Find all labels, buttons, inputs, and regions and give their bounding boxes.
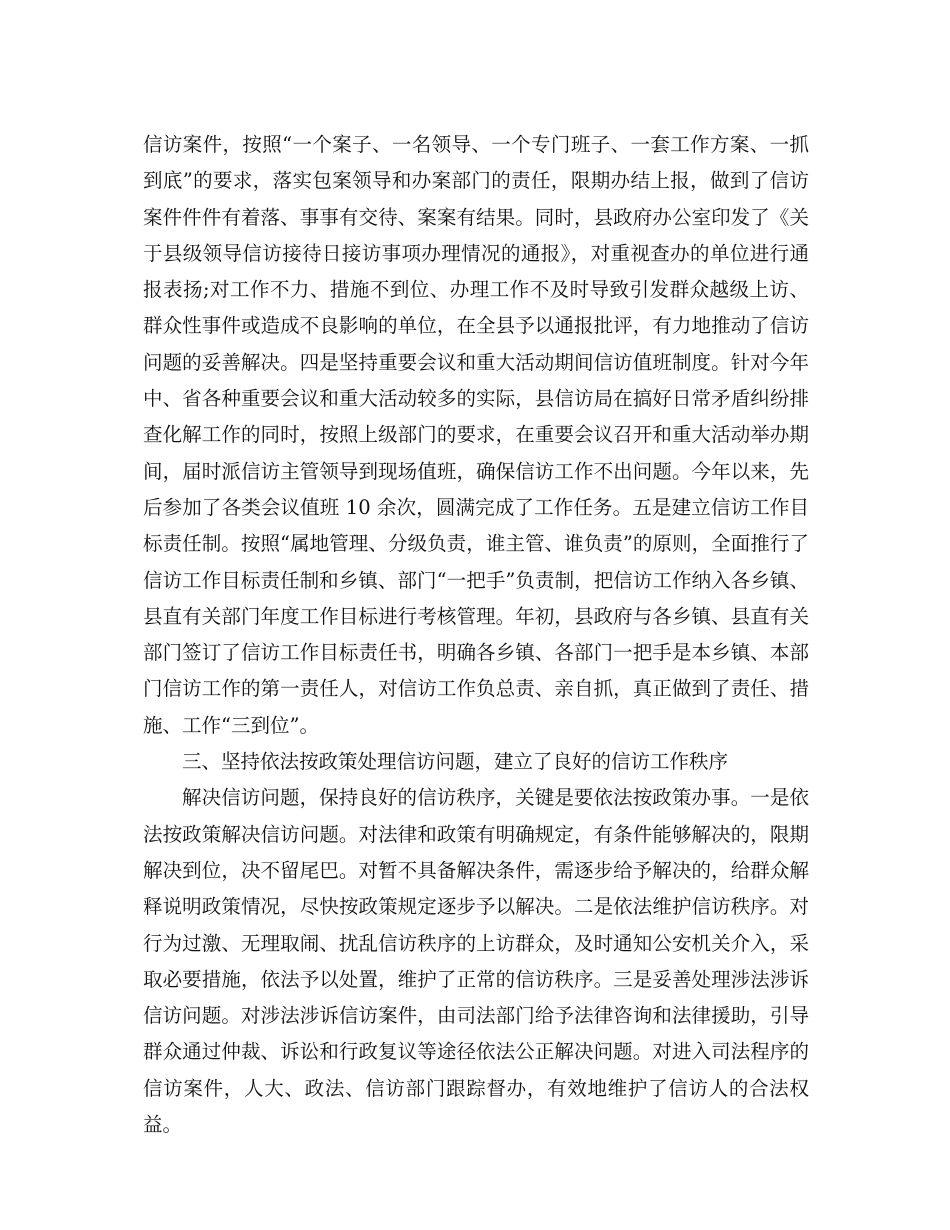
section-heading-3: 三、坚持依法按政策处理信访问题，建立了良好的信访工作秩序 [182, 750, 729, 774]
document-page [143, 127, 809, 1143]
paragraph-section-3: 解决信访问题，保持良好的信访秩序，关键是要依法按政策办事。一是依法按政策解决信访问题。对法律和政策有明确规定，有条件能够解决的，限期解决到位，决不留尾巴。对暂不具备解决条件，需逐步给予解决的，给群众解释说明政策情况，尽快按政策规定逐步予以解决。二是依法维护信访秩序。对行为过激、无理取闹、扰乱信访秩序的上访群众，及时通知公安机关介入，采取必要措施，依法予以处置，维护了正常的信访秩序。三是妥善处理涉法涉诉信访问题。对涉法涉诉信访案件，由司法部门给予法律咨询和法律援助，引导群众通过仲裁、诉讼和行政复议等途径依法公正解决问题。对进入司法程序的信访案件，人大、政法、信访部门跟踪督办，有效地维护了信访人的合法权益。 [143, 786, 809, 1137]
paragraph-continued: 信访案件，按照“一个案子、一名领导、一个专门班子、一套工作方案、一抓到底”的要求，落实包案领导和办案部门的责任，限期办结上报，做到了信访案件件件有着落、事事有交待、案案有结果。同时，县政府办公室印发了《关于县级领导信访接待日接访事项办理情况的通报》，对重视查办的单位进行通报表扬;对工作不力、措施不到位、办理工作不及时导致引发群众越级上访、群众性事件或造成不良影响的单位，在全县予以通报批评，有力地推动了信访问题的妥善解决。四是坚持重要会议和重大活动期间信访值班制度。针对今年中、省各种重要会议和重大活动较多的实际，县信访局在搞好日常矛盾纠纷排查化解工作的同时，按照上级部门的要求，在重要会议召开和重大活动举办期间，届时派信访主管领导到现场值班，确保信访工作不出问题。今年以来，先后参加了各类会议值班 10 余次，圆满完成了工作任务。五是建立信访工作目标责任制。按照“属地管理、分级负责，谁主管、谁负责”的原则，全面推行了信访工作目标责任制和乡镇、部门“一把手”负责制，把信访工作纳入各乡镇、县直有关部门年度工作目标进行考核管理。年初，县政府与各乡镇、县直有关部门签订了信访工作目标责任书，明确各乡镇、各部门一把手是本乡镇、本部门信访工作的第一责任人，对信访工作负总责、亲自抓，真正做到了责任、措施、工作“三到位”。 [143, 133, 809, 737]
